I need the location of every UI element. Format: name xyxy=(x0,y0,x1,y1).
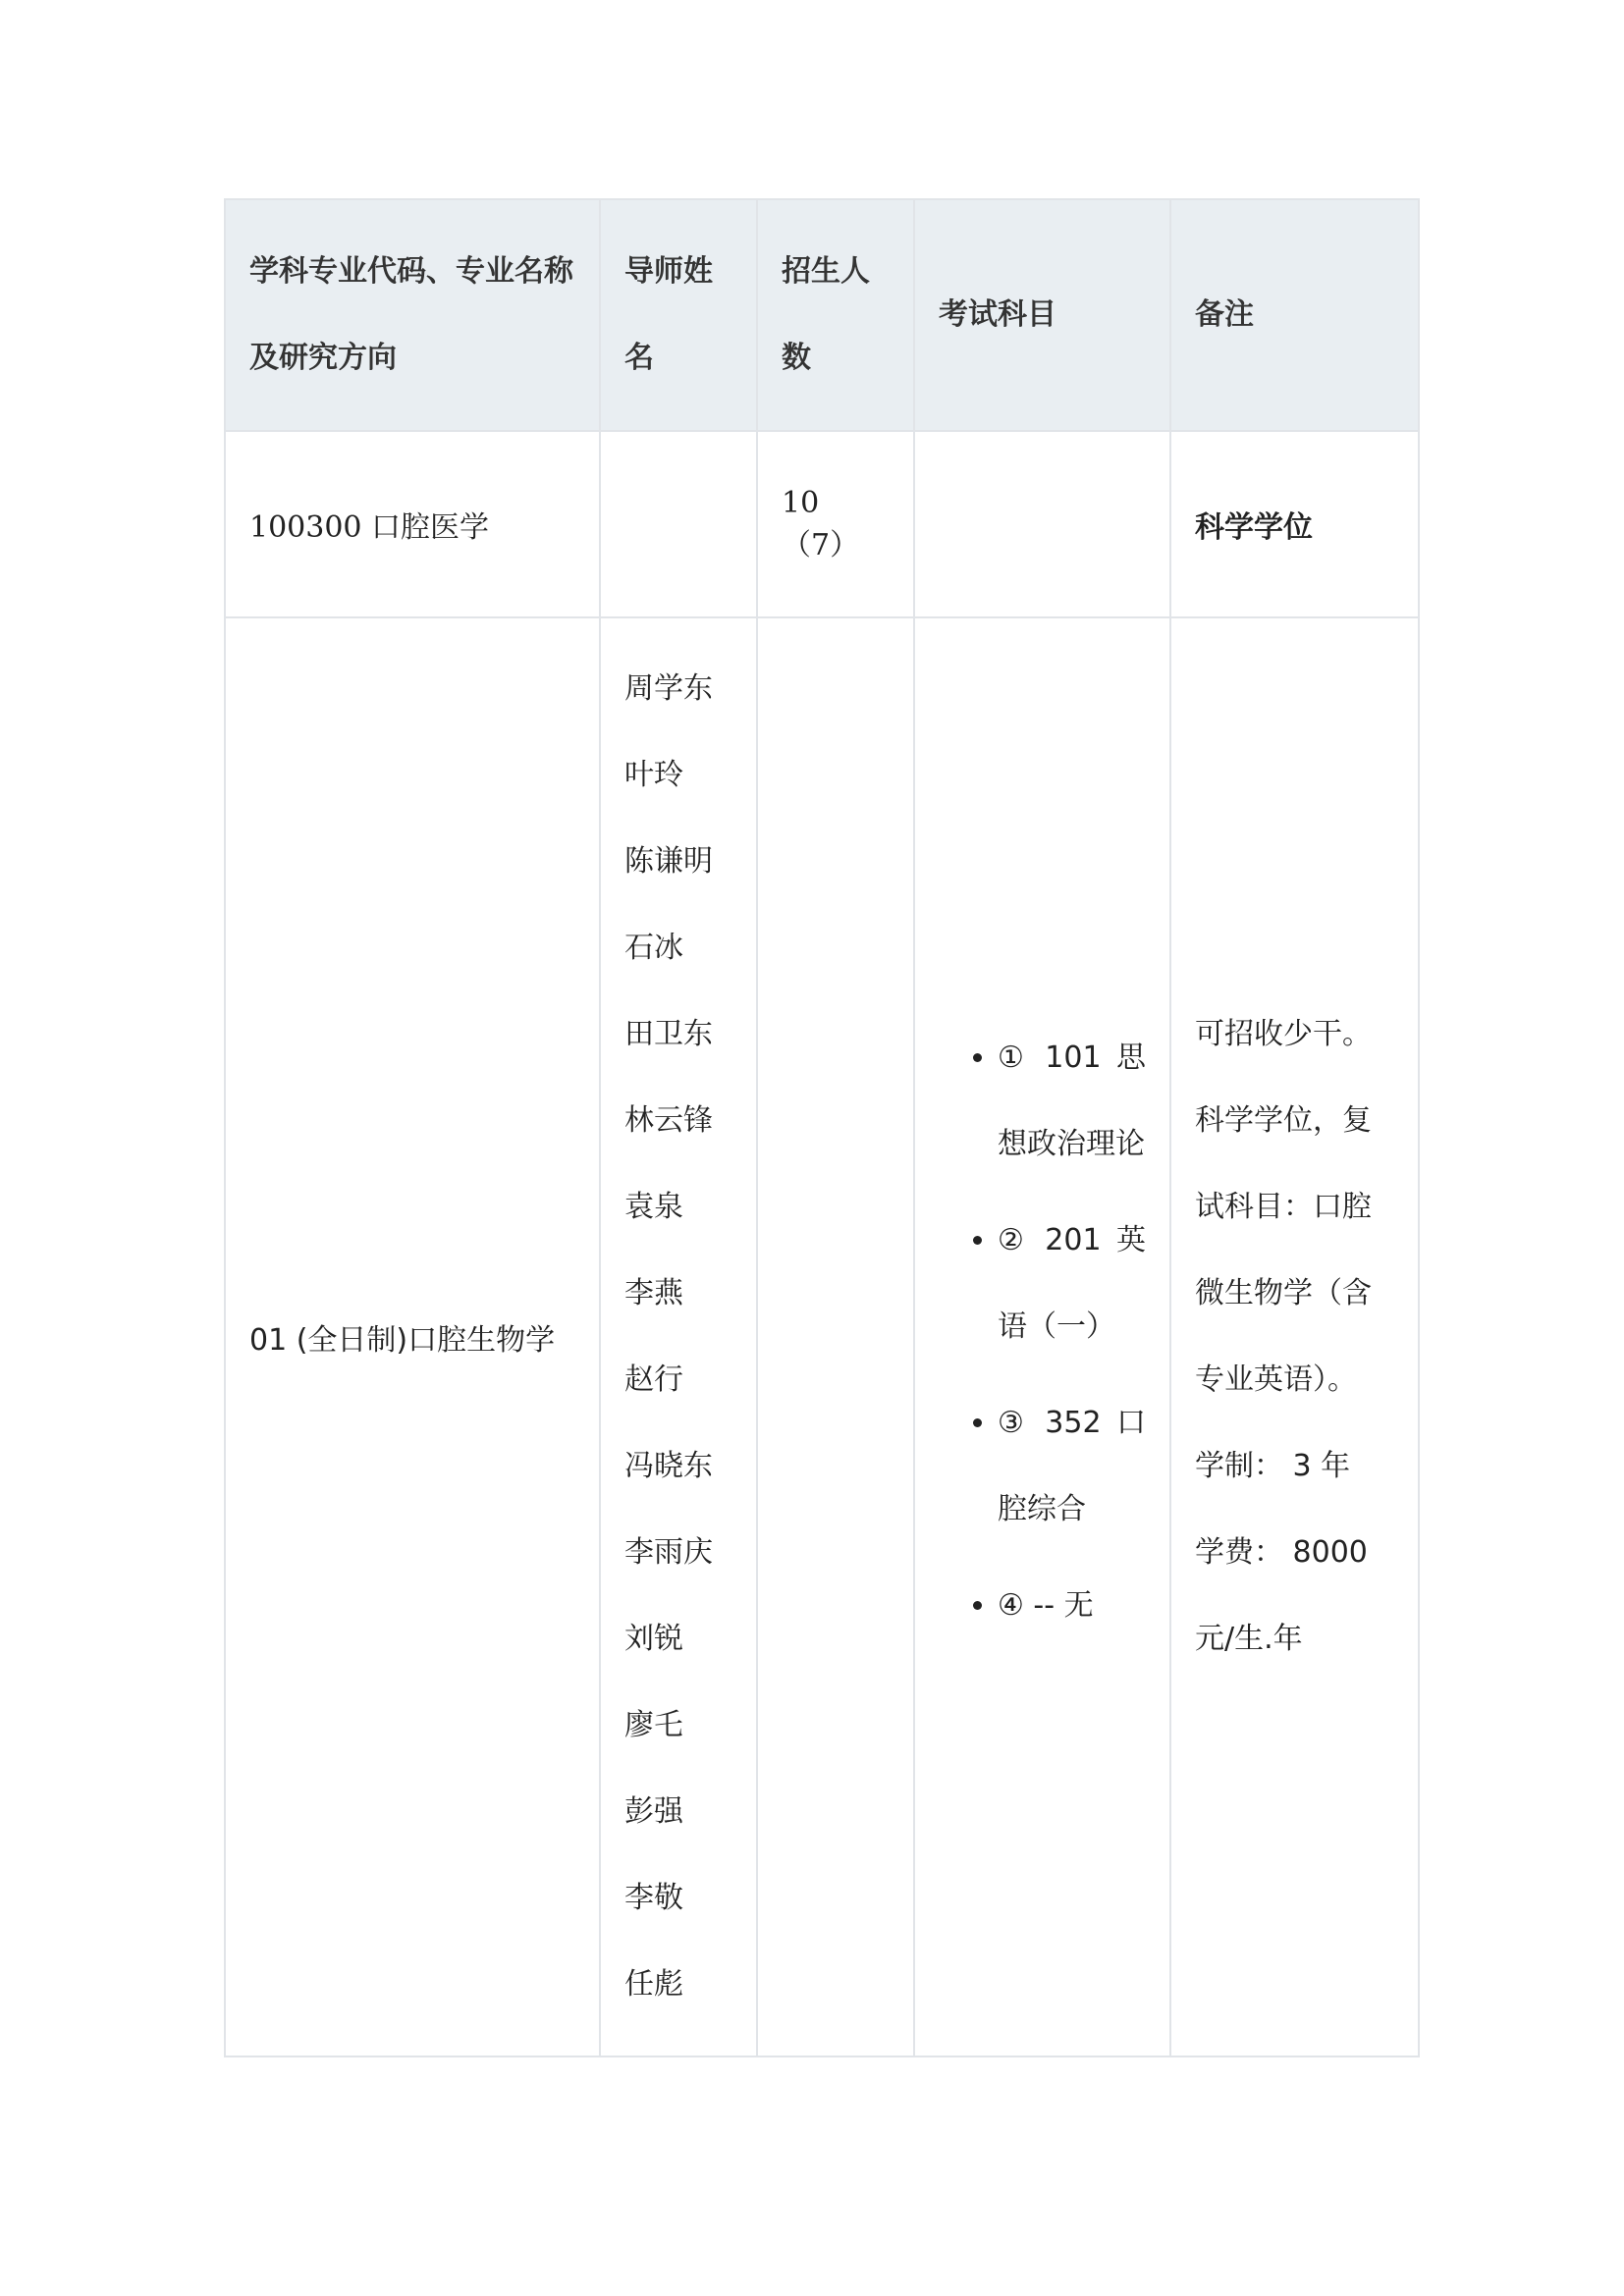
header-exam: 考试科目 xyxy=(914,199,1170,431)
direction-cell: 01 (全日制)口腔生物学 xyxy=(225,617,600,2056)
advisor-name: 赵行 xyxy=(624,1362,683,1397)
advisor-name: 李燕 xyxy=(624,1276,683,1310)
advisor-name: 冯晓东 xyxy=(624,1449,713,1483)
major-cell: 100300 口腔医学 xyxy=(225,431,600,617)
exam-list-cell xyxy=(914,617,1170,2056)
exam-list xyxy=(939,1015,1146,1649)
advisor-list-cell xyxy=(600,617,757,2056)
advisor-name: 李雨庆 xyxy=(624,1535,713,1570)
advisor-name: 刘锐 xyxy=(624,1622,683,1656)
advisor-name: 叶玲 xyxy=(624,758,683,792)
table-header-row xyxy=(225,199,1419,431)
advisor-list xyxy=(624,646,732,2028)
advisor-name: 李敬 xyxy=(624,1881,683,1915)
advisor-name: 林云锋 xyxy=(624,1103,713,1138)
note-line: 学制： 3 年 xyxy=(1195,1449,1351,1483)
advisor-name: 陈谦明 xyxy=(624,844,713,879)
advisor-name: 石冰 xyxy=(624,931,683,965)
advisor-name: 任彪 xyxy=(624,1967,683,2002)
enrollment-cell: 10 （7） xyxy=(757,431,914,617)
advisor-name: 彭强 xyxy=(624,1794,683,1829)
exam-cell xyxy=(914,431,1170,617)
exam-item: • ④ -- 无 xyxy=(998,1563,1146,1649)
header-notes: 备注 xyxy=(1170,199,1419,431)
table-row xyxy=(225,431,1419,617)
exam-item: • ③ 352 口腔综合 xyxy=(998,1380,1146,1553)
header-enrollment: 招生人数 xyxy=(757,199,914,431)
note-line: 可招收少干。科学学位，复试科目：口腔微生物学（含专业英语）。 xyxy=(1195,1017,1372,1397)
advisor-cell xyxy=(600,431,757,617)
notes-cell xyxy=(1170,617,1419,2056)
enrollment-cell xyxy=(757,617,914,2056)
advisor-name: 袁泉 xyxy=(624,1190,683,1224)
table-row xyxy=(225,617,1419,2056)
advisor-name: 周学东 xyxy=(624,671,713,706)
header-advisor: 导师姓名 xyxy=(600,199,757,431)
header-major: 学科专业代码、专业名称及研究方向 xyxy=(225,199,600,431)
notes-cell: 科学学位 xyxy=(1170,431,1419,617)
exam-item: • ② 201 英语（一） xyxy=(998,1198,1146,1370)
note-line: 学费： 8000 元/生.年 xyxy=(1195,1535,1368,1656)
advisor-name: 田卫东 xyxy=(624,1017,713,1051)
advisor-name: 廖乇 xyxy=(624,1708,683,1742)
exam-item: • ① 101 思想政治理论 xyxy=(998,1015,1146,1188)
enrollment-table xyxy=(224,198,1420,2057)
